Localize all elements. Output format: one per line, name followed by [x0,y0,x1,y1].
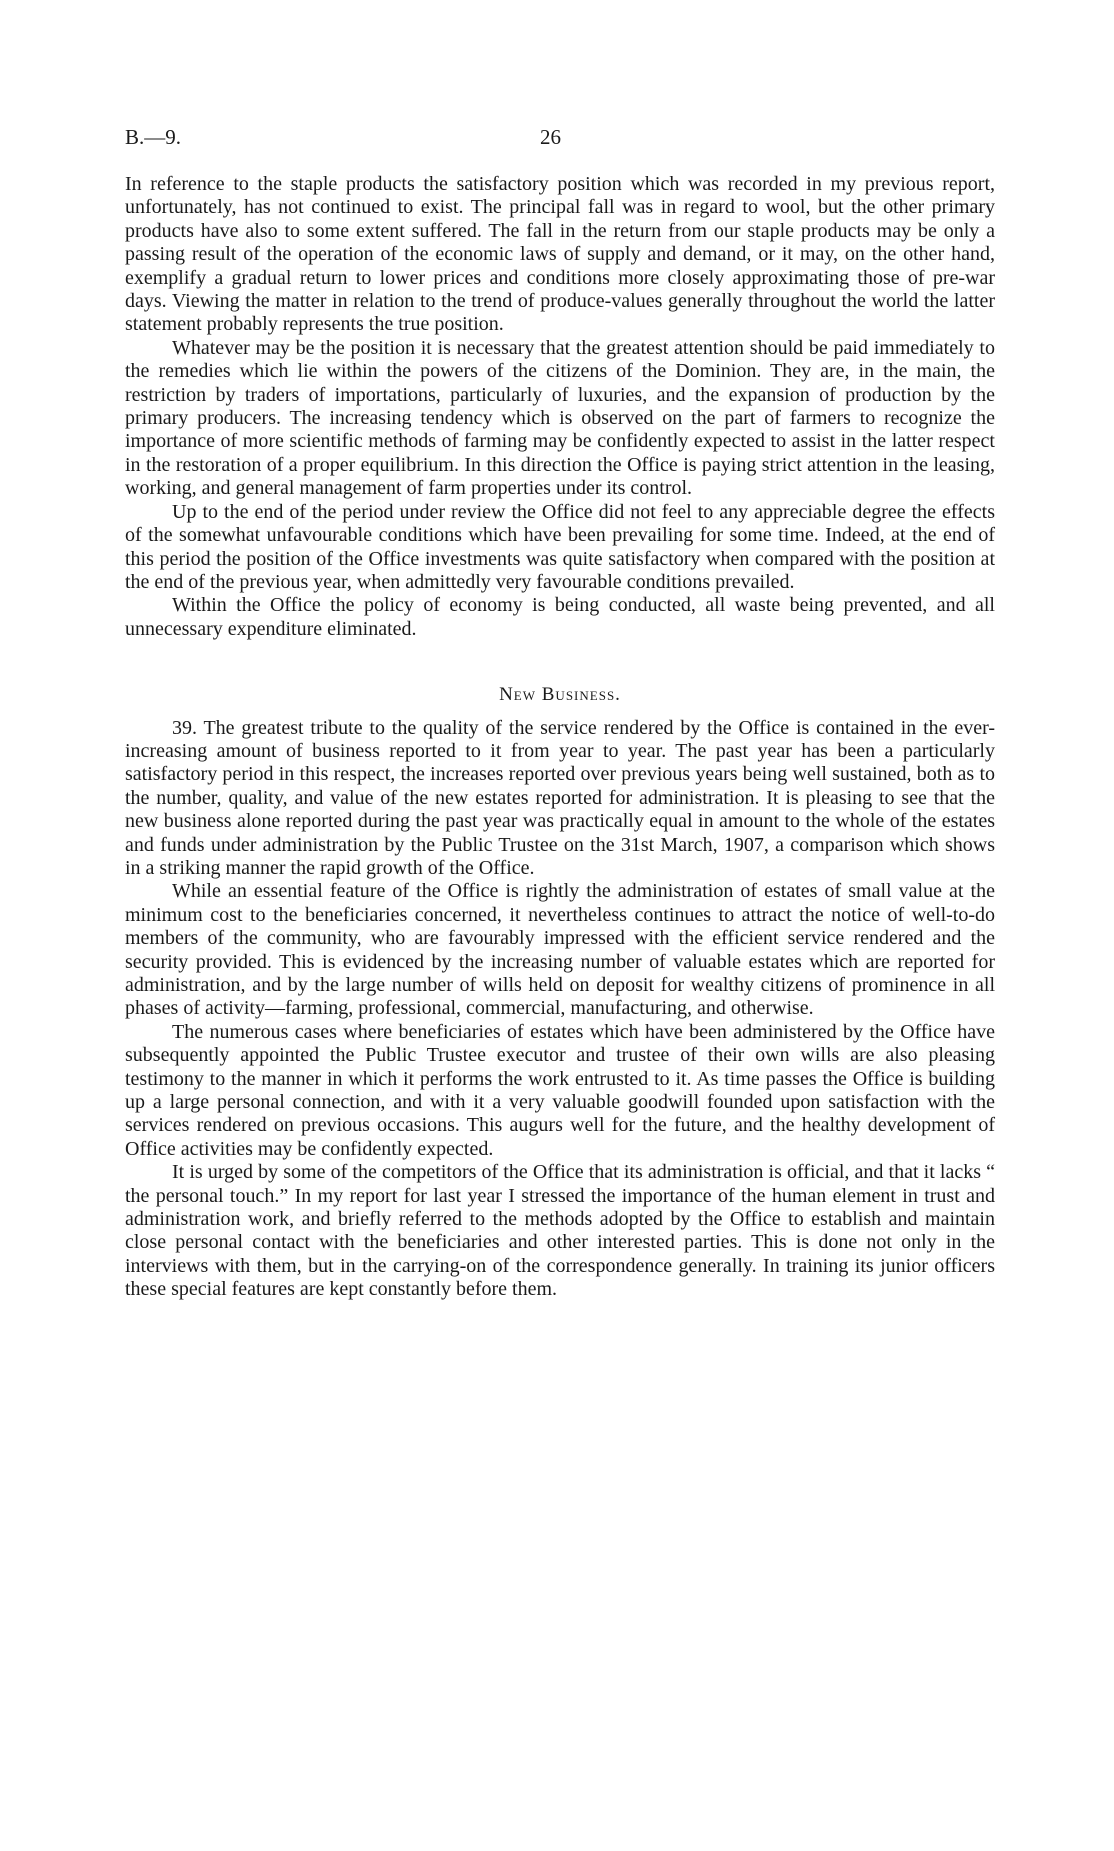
paragraph: Whatever may be the position it is necessary that the greatest attention should be paid immediately to the remedies which lie within the powers of the citizens of the Dominion. They are, in the main, the restriction by traders of importations, particularly of luxuries, and the expansion of production by the primary producers. The increasing tendency which is observed on the part of farmers to recognize the importance of more scientific methods of farming may be confidently expected to assist in the latter respect in the restoration of a proper equilibrium. In this direction the Office is paying strict attention in the leasing, working, and general management of farm properties under its control. [125,336,995,500]
paragraph: 39. The greatest tribute to the quality of the service rendered by the Office is contained in the ever-increasing amount of business reported to it from year to year. The past year has been a particularly satisfactory period in this respect, the increases reported over previous years being well sustained, both as to the number, quality, and value of the new estates reported for administration. It is pleasing to see that the new business alone reported during the past year was practically equal in amount to the whole of the estates and funds under administration by the Public Trustee on the 31st March, 1907, a comparison which shows in a striking manner the rapid growth of the Office. [125,716,995,879]
document-page [125,125,995,1302]
section-heading: New Business. [499,684,621,706]
paragraph: Within the Office the policy of economy is being conducted, all waste being prevented, and all unnecessary expenditure eliminated. [125,594,995,640]
body-text [125,173,995,1302]
paragraph: While an essential feature of the Office is rightly the administration of estates of small value at the minimum cost to the beneficiaries concerned, it nevertheless continues to attract the notice of well-to-do members of the community, who are favourably impressed with the efficient service rendered and the security provided. This is evidenced by the increasing number of valuable estates which are reported for administration, and by the large number of wills held on deposit for wealthy citizens of prominence in all phases of activity—farming, professional, commercial, manufacturing, and otherwise. [125,880,995,1020]
paragraph: The numerous cases where beneficiaries of estates which have been administered by the Office have subsequently appointed the Public Trustee executor and trustee of their own wills are also pleasing testimony to the manner in which it performs the work entrusted to it. As time passes the Office is building up a large personal connection, and with it a very valuable goodwill founded upon satisfaction with the services rendered on previous occasions. This augurs well for the future, and the healthy development of Office activities may be confidently expected. [125,1020,995,1160]
page-number: 26 [540,125,561,149]
paragraph: Up to the end of the period under review the Office did not feel to any appreciable degree the effects of the somewhat unfavourable conditions which have been prevailing for some time. Indeed, at the end of this period the position of the Office investments was quite satisfactory when compared with the position at the end of the previous year, when admittedly very favourable conditions prevailed. [125,500,995,593]
paragraph: In reference to the staple products the satisfactory position which was recorded in my previous report, unfortunately, has not continued to exist. The principal fall was in regard to wool, but the other primary products have also to some extent suffered. The fall in the return from our staple products may be only a passing result of the operation of the economic laws of supply and demand, or it may, on the other hand, exemplify a gradual return to lower prices and conditions more closely approximating those of pre-war days. Viewing the matter in relation to the trend of produce-values generally throughout the world the latter statement probably represents the true position. [125,173,995,336]
document-reference: B.—9. [125,125,182,149]
paragraph: It is urged by some of the competitors of the Office that its administration is official, and that it lacks “ the personal touch.” In my report for last year I stressed the importance of the human element in trust and administration work, and briefly referred to the methods adopted by the Office to establish and maintain close personal contact with the beneficiaries and other interested parties. This is done not only in the interviews with them, but in the carrying-on of the correspondence generally. In training its junior officers these special features are kept constantly before them. [125,1161,995,1301]
page-header [125,125,995,155]
